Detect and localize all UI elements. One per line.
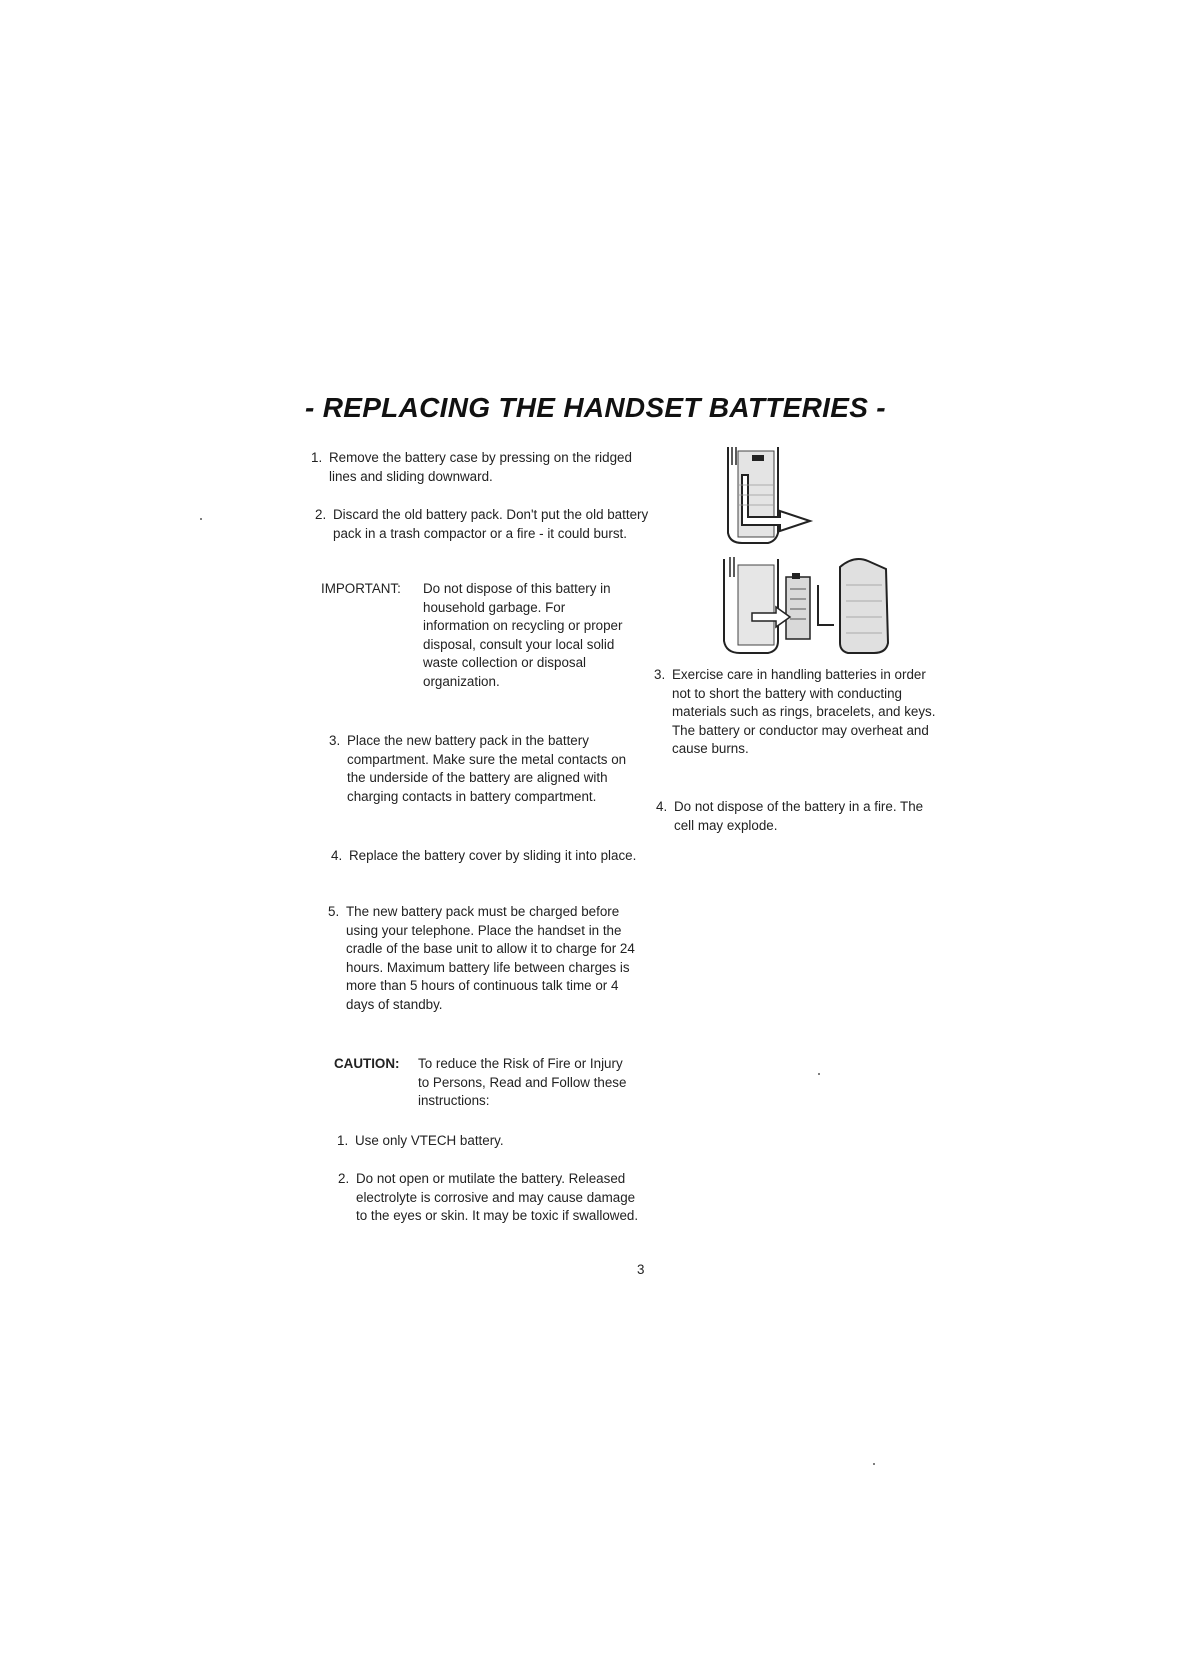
page-title: - REPLACING THE HANDSET BATTERIES - <box>305 392 886 423</box>
caution-text: To reduce the Risk of Fire or Injury to Persons, Read and Follow these instructions: <box>418 1056 627 1108</box>
scan-speck <box>818 1073 820 1075</box>
battery-cover-removal-illustration <box>722 445 822 545</box>
caution-item-text: Do not dispose of the battery in a fire. The cell may explode. <box>674 799 924 833</box>
caution-item-text: Exercise care in handling batteries in order not to short the battery with conducting materials such as rings, bracelets, and keys. The battery or conductor may overheat and cause burns. <box>672 667 936 756</box>
step-text: Place the new battery pack in the battery compartment. Make sure the metal contacts on the underside of the battery are aligned with charging contacts in battery compartment. <box>347 733 627 804</box>
caution-label: CAUTION: <box>334 1056 400 1071</box>
step-4 <box>331 847 649 866</box>
step-text: Discard the old battery pack. Don't put the old battery pack in a trash compactor or a fire - it could burst. <box>333 507 649 541</box>
caution-item-3 <box>654 666 940 759</box>
scan-speck <box>200 518 202 520</box>
caution-item-2 <box>338 1170 641 1226</box>
important-label: IMPORTANT: <box>321 581 401 596</box>
step-3 <box>329 732 647 806</box>
important-text: Do not dispose of this battery in household garbage. For information on recycling or proper disposal, consult your local solid waste collection or disposal organization. <box>423 581 623 689</box>
step-text: The new battery pack must be charged before using your telephone. Place the handset in the cradle of the base unit to allow it to charge for 24 hours. Maximum battery life between charges is more than 5 hours of continuous talk time or 4 days of standby. <box>346 904 635 1012</box>
caution-item-number: 1. <box>337 1133 349 1148</box>
step-number: 5. <box>328 904 340 919</box>
page-number: 3 <box>637 1262 645 1277</box>
caution-item-number: 3. <box>654 667 666 682</box>
caution-item-1 <box>337 1132 645 1151</box>
caution-item-4 <box>656 798 942 835</box>
step-number: 4. <box>331 848 343 863</box>
step-number: 2. <box>315 507 327 522</box>
step-5 <box>328 903 636 1014</box>
step-2 <box>315 506 651 543</box>
step-1 <box>311 449 647 486</box>
caution-item-text: Do not open or mutilate the battery. Released electrolyte is corrosive and may cause damage to the eyes or skin. It may be toxic if swallowed. <box>356 1171 639 1223</box>
caution-item-number: 4. <box>656 799 668 814</box>
step-text: Replace the battery cover by sliding it into place. <box>349 848 637 863</box>
scan-speck <box>873 1463 875 1465</box>
step-number: 3. <box>329 733 341 748</box>
step-text: Remove the battery case by pressing on the ridged lines and sliding downward. <box>329 450 632 484</box>
step-number: 1. <box>311 450 323 465</box>
caution-note <box>334 1055 634 1115</box>
caution-item-text: Use only VTECH battery. <box>355 1133 504 1148</box>
caution-item-number: 2. <box>338 1171 350 1186</box>
battery-pack-insertion-illustration <box>718 555 908 655</box>
important-note <box>321 580 631 720</box>
